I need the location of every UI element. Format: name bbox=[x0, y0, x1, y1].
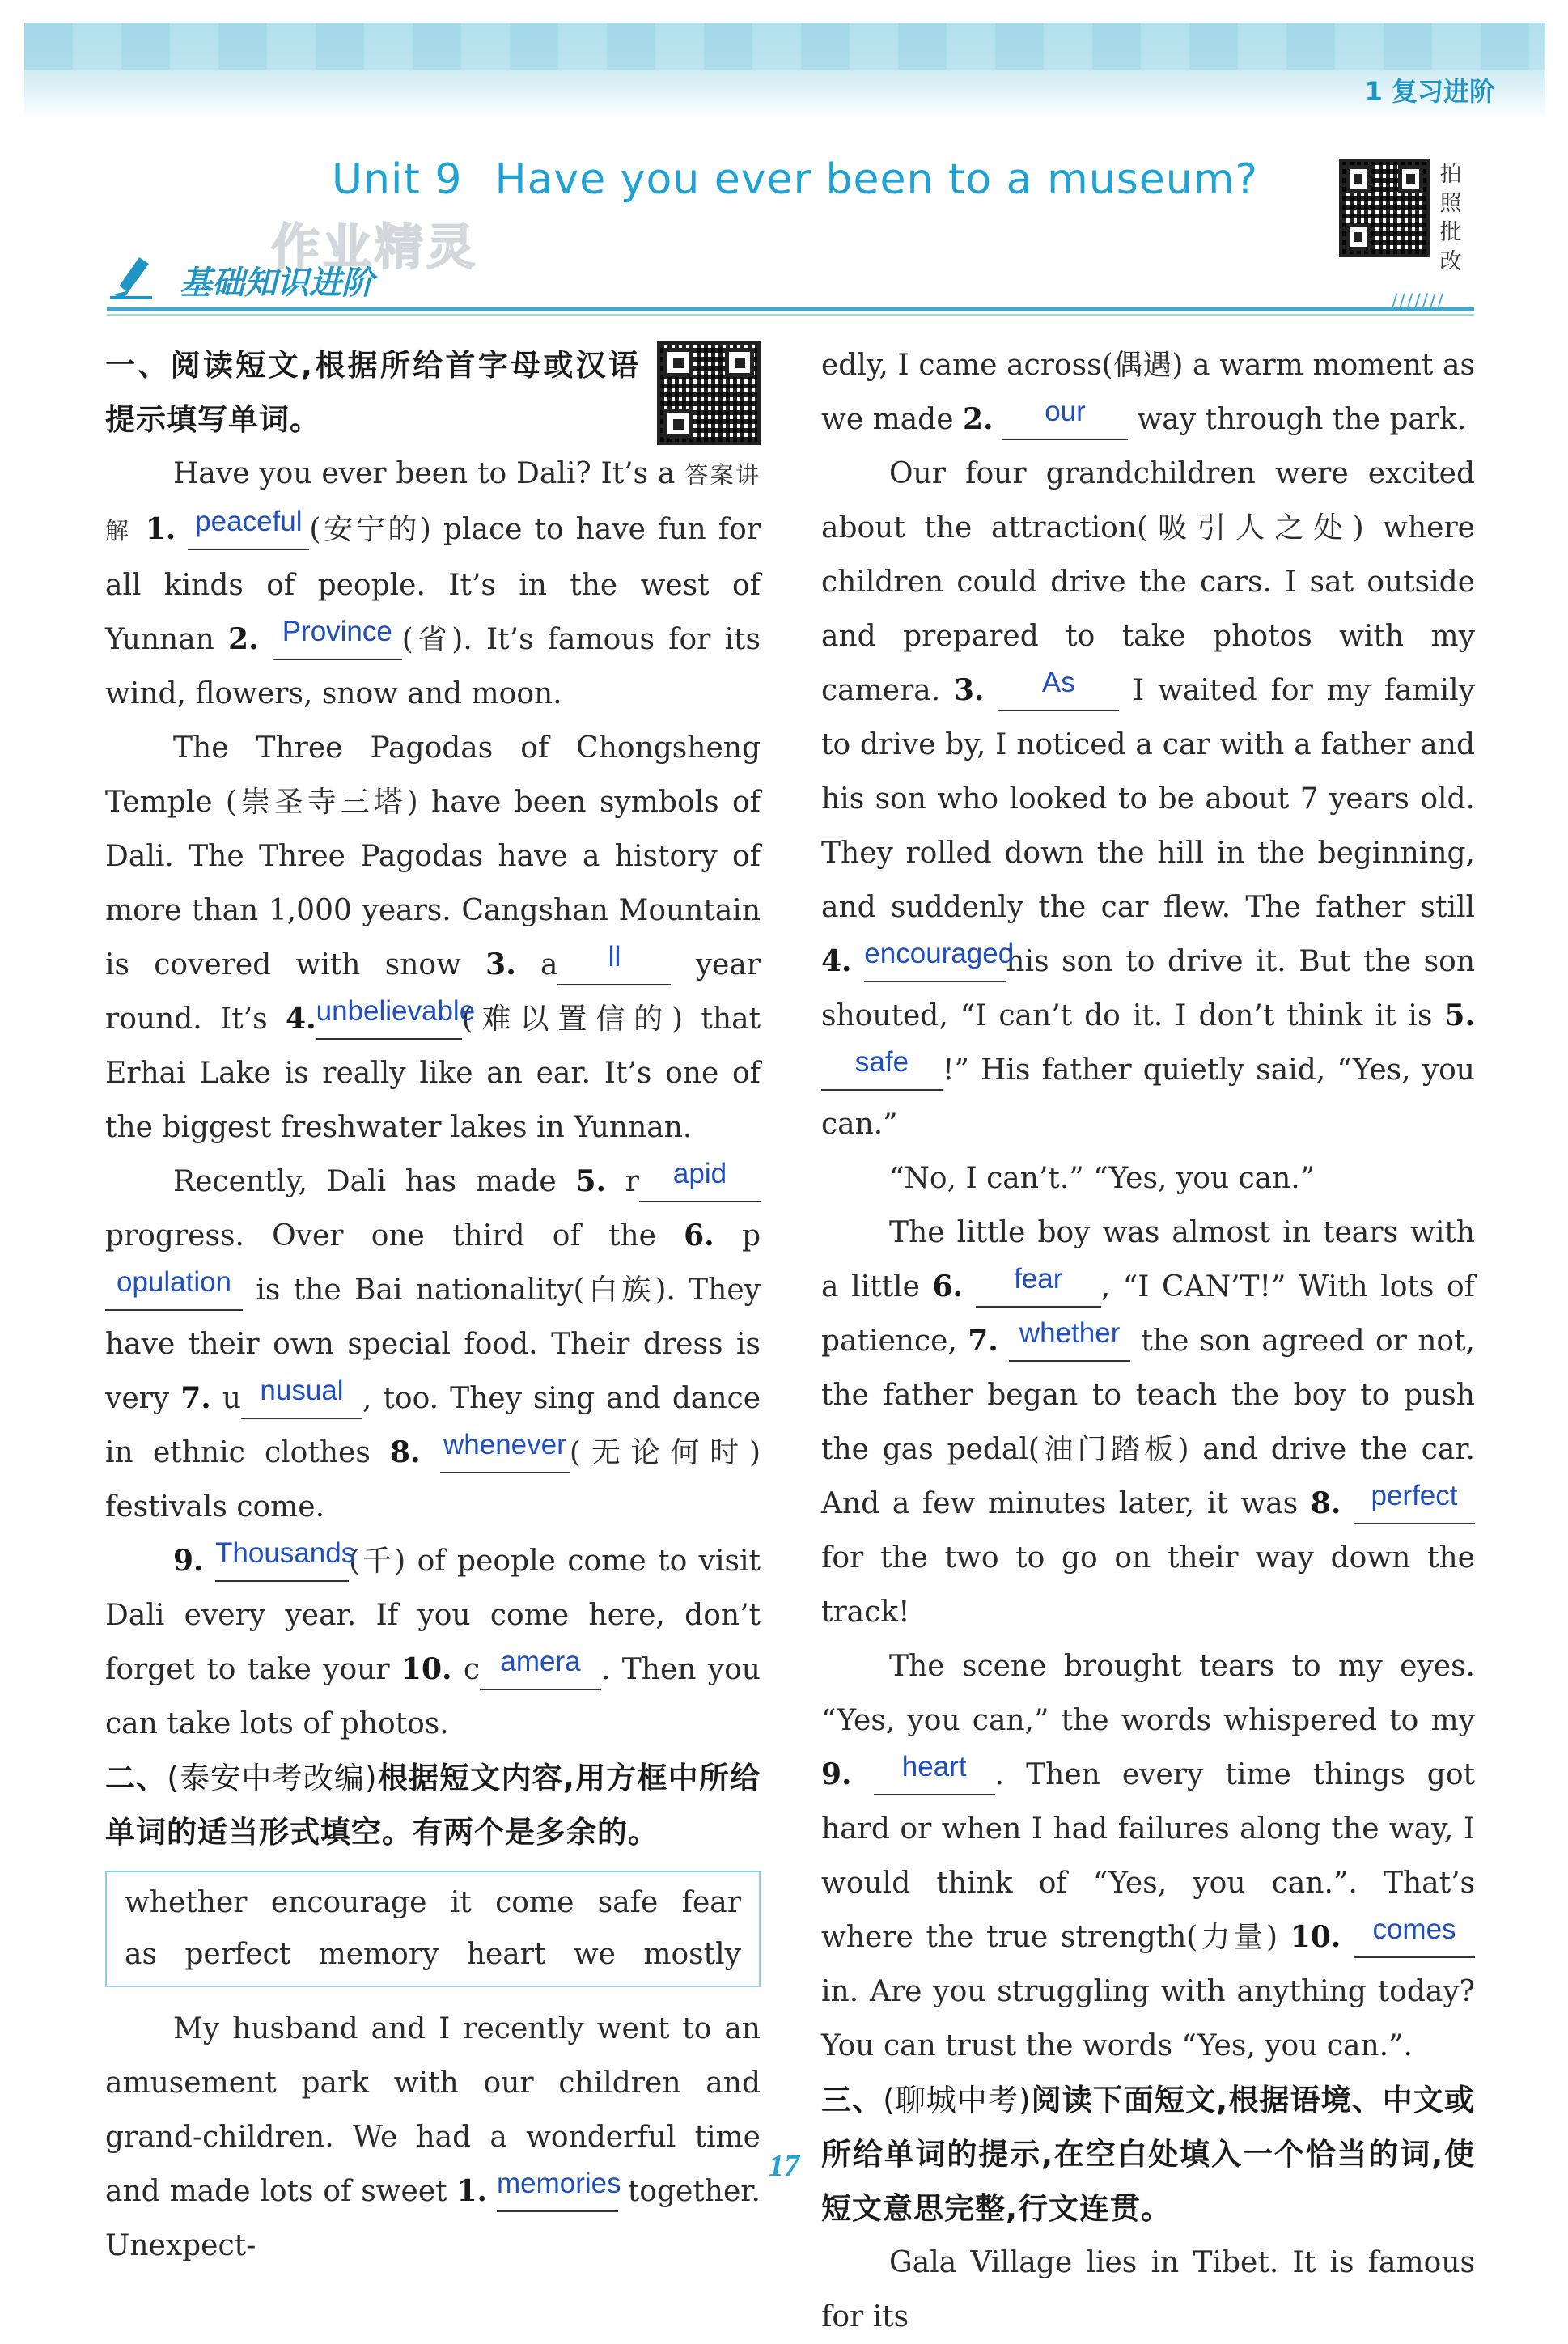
pen-icon bbox=[107, 252, 155, 301]
section-tag: 1 复习进阶 bbox=[1364, 76, 1495, 107]
basics-title: 基础知识进阶 bbox=[180, 265, 374, 302]
part2-paragraph: edly, I came across(偶遇) a warm moment as we made 2. our way through the park. bbox=[821, 338, 1475, 447]
unit-title bbox=[332, 155, 1258, 204]
part1-paragraph: Recently, Dali has made 5. r apid progress. Over one third of the 6. population is the Bai nationality(白族). They have their own special food. Their dress is very 7. u nusual , too. They sing and dance in ethnic clothes 8. whenever (无论何时) festivals come. bbox=[105, 1158, 761, 1524]
part2-paragraph: My husband and I recently went to an amusement park with our children and grand-children. We had a wonderful time and made lots of sweet 1. memories together. Unexpect- bbox=[105, 2012, 761, 2262]
word-option: perfect bbox=[184, 1938, 291, 1971]
blank[interactable]: apid bbox=[639, 1165, 761, 1202]
word-option: we bbox=[573, 1938, 616, 1971]
blank[interactable]: heart bbox=[874, 1758, 995, 1795]
blank[interactable]: whenever bbox=[440, 1436, 570, 1473]
word-option: heart bbox=[466, 1938, 546, 1971]
part3-heading: 三、(聊城中考)阅读下面短文,根据语境、中文或所给单词的提示,在空白处填入一个恰当的词,使短文意思完整,行文连贯。 bbox=[821, 2083, 1475, 2226]
word-option: fear bbox=[681, 1886, 741, 1919]
part2-heading: 二、(泰安中考改编)根据短文内容,用方框中所给单词的适当形式填空。有两个是多余的。 bbox=[105, 1761, 761, 1850]
right-column bbox=[821, 338, 1475, 2344]
watermark: 作业精灵 bbox=[271, 219, 478, 276]
word-option: mostly bbox=[643, 1938, 741, 1971]
part1-heading: 一、阅读短文,根据所给首字母或汉语提示填写单词。 bbox=[105, 348, 639, 437]
unit-title-text: Have you ever been to a museum? bbox=[494, 155, 1258, 204]
blank[interactable]: As bbox=[998, 674, 1119, 711]
blank[interactable]: safe bbox=[821, 1053, 943, 1091]
photo-grading-label: 拍 照 批 改 bbox=[1439, 162, 1462, 274]
blank[interactable]: opulation bbox=[105, 1274, 243, 1311]
word-option: memory bbox=[318, 1938, 439, 1971]
blank[interactable]: nusual bbox=[241, 1382, 362, 1419]
blank[interactable]: perfect bbox=[1354, 1487, 1475, 1524]
word-option: whether bbox=[125, 1886, 248, 1919]
part2-paragraph: Our four grandchildren were excited about the attraction(吸引人之处) where children could drive the cars. I sat outside and prepared to take photos with my camera. 3. As I waited for my family to drive by, I noticed a car with a father and his son who looked to be about 7 years old. They rolled down the hill in the beginning, and suddenly the car flew. The father still 4. encouragedhis son to drive it. But the son shouted, “I can’t do it. I don’t think it is 5. safe !” His father quietly said, “Yes, you can.” bbox=[821, 457, 1476, 1141]
blank[interactable]: encouraged bbox=[864, 945, 1006, 982]
blank[interactable]: memories bbox=[497, 2175, 618, 2212]
blank[interactable]: unbelievable bbox=[316, 1002, 462, 1040]
word-option: safe bbox=[597, 1886, 659, 1919]
word-option: encourage bbox=[270, 1886, 427, 1919]
qr-code-photo-grading[interactable] bbox=[1339, 159, 1430, 257]
blank[interactable]: fear bbox=[976, 1270, 1101, 1308]
page-number: 17 bbox=[769, 2149, 799, 2183]
blank[interactable]: whether bbox=[1009, 1325, 1130, 1362]
blank[interactable]: ll bbox=[557, 948, 671, 985]
blank[interactable]: Province bbox=[273, 623, 402, 660]
word-option: it bbox=[450, 1886, 472, 1919]
blank[interactable]: our bbox=[1002, 403, 1128, 440]
qr-answer-label: 答案讲解 bbox=[105, 461, 761, 545]
part1-paragraph: The Three Pagodas of Chongsheng Temple (崇圣寺三塔) have been symbols of Dali. The Three Pagodas have a history of more than 1,000 years. Cangshan Mountain is covered with snow 3. a ll year round. It’s 4.unbelievable(难以置信的) that Erhai Lake is really like an ear. It’s one of the biggest freshwater lakes in Yunnan. bbox=[105, 731, 761, 1144]
word-option: come bbox=[495, 1886, 574, 1919]
part3-paragraph: Gala Village lies in Tibet. It is famous for its bbox=[821, 2246, 1475, 2333]
divider-deco: /////// bbox=[1392, 291, 1445, 312]
part2-paragraph: The scene brought tears to my eyes. “Yes, you can,” the words whispered to my 9. heart . Then every time things got hard or when I had failures along the way, I would think of “Yes, you can.”. That’s where the true strength(力量) 10. comes in. Are you struggling with anything today? You can trust the words “Yes, you can.”. bbox=[821, 1650, 1475, 2062]
blank[interactable]: Thousands bbox=[215, 1545, 349, 1582]
blank[interactable]: peaceful bbox=[188, 513, 309, 550]
blank[interactable]: amera bbox=[480, 1653, 601, 1690]
left-column bbox=[105, 338, 761, 2273]
qr-code-answer-explain[interactable] bbox=[657, 341, 761, 445]
part2-paragraph: “No, I can’t.” “Yes, you can.” bbox=[889, 1162, 1316, 1195]
part2-paragraph: The little boy was almost in tears with a little 6. fear , “I CAN’T!” With lots of patience, 7. whether the son agreed or not, the father began to teach the boy to push the gas pedal(油门踏板) and drive the car. And a few minutes later, it was 8. perfect for the two to go on their way down the track! bbox=[821, 1216, 1475, 1629]
word-box bbox=[105, 1871, 761, 1987]
header-band bbox=[24, 23, 1545, 120]
word-option: as bbox=[125, 1938, 157, 1971]
part1-paragraph: 9. Thousands(千) of people come to visit Dali every year. If you come here, don’t forget to take your 10. c amera . Then you can take lots of photos. bbox=[105, 1537, 761, 1740]
blank[interactable]: comes bbox=[1354, 1921, 1475, 1958]
unit-label: Unit 9 bbox=[332, 155, 463, 204]
part1-paragraph: Have you ever been to Dali? It’s a 答案讲解 1. peaceful (安宁的) place to have fun for all kinds of people. It’s in the west of Yunnan 2. Province (省). It’s famous for its wind, flowers, snow and moon. bbox=[105, 457, 761, 710]
divider bbox=[107, 307, 1474, 311]
